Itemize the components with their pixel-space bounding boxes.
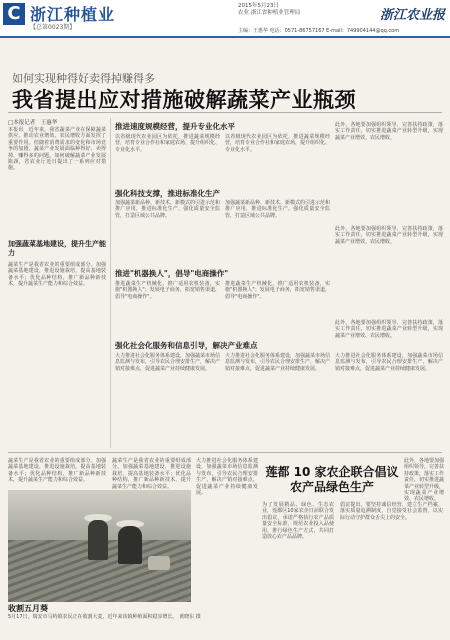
left-column-text: 本报讯 近年来，我省蔬菜产业在保障蔬菜供应、推动农业增效、农民增收方面发挥了重要作用。但随着消费需求的变化和市场竞争的加剧，蔬菜产业发展面临种得好、卖得掉、赚得多的问题。如何破解蔬菜产业发展瓶颈，省农业厅近日提出了一系列应对措施。 [8, 127, 106, 172]
photo-caption: 收割五月葵 [8, 604, 48, 613]
mid-column-text-3b: 推进蔬菜生产机械化，推广适用农机装备，实施"机器换人"；发展电子商务，拓宽销售渠道，倡导"电商操作"。 [225, 281, 330, 300]
editor-contact: 主编：王惠华 电话：0571-86757167 E-mail：749904144@qq.com [238, 28, 400, 34]
section-letter-badge: C [3, 3, 25, 25]
issue-publisher: 农业 浙江省种植业管理局 [238, 10, 301, 16]
harvest-photo [8, 490, 191, 602]
feature-headline-line2: 农产品绿色生产 [289, 480, 374, 494]
photo-farmer [118, 526, 142, 564]
left-column-text-2: 蔬菜生产是我省农业的重要组成部分。加强蔬菜基地建设，推进设施栽培，提高基地装备水平；优化品种结构，推广新品种新技术，提升蔬菜生产能力和综合效益。 [8, 262, 106, 288]
mid-column-text-2: 加强蔬菜新品种、新技术、新模式的引进示范和推广应用，推进标准化生产，强化质量安全监管，打造区域公共品牌。 [115, 200, 221, 219]
masthead [0, 0, 450, 38]
headline-divider [8, 112, 442, 113]
wide-column-text-b: 大力推进社会化服务体系建设，加强蔬菜市场信息监测与发布，引导农民合理安排生产，解决产销对接难点，促进蔬菜产业持续健康发展。 [225, 353, 331, 372]
mid-column-text-1: 以省级现代农业园区为依托，推进蔬菜规模经营，培育专业合作社和家庭农场，提升组织化、专业化水平。 [115, 134, 221, 153]
bottom-left-text: 蔬菜生产是我省农业的重要组成部分。加强蔬菜基地建设，推进设施栽培，提高基地装备水平；优化品种结构，推广新品种新技术，提升蔬菜生产能力和综合效益。 [8, 458, 106, 484]
photo-farmer [88, 520, 108, 560]
feature-text-2: 倡议提出，要坚持诚信经营，建立生产档案，落实质量追溯制度，自觉接受社会监督，以实际行动守护群众舌尖上的安全。 [340, 502, 443, 521]
feature-headline [262, 465, 402, 495]
article-byline: □本报记者 王惠华 [8, 120, 58, 126]
subhead-2: 强化科技支撑，推进标准化生产 [115, 189, 220, 198]
date-block [238, 3, 348, 17]
newspaper-logo: 浙江农业报 [379, 8, 445, 23]
issue-number: 【总第0023期】 [30, 24, 76, 31]
issue-date: 2015年5月23日 [238, 3, 279, 9]
feature-text: 为了发展精品、绿色、生态农业，莲都区10家农企日前联合发出倡议，承诺严格执行农产品质量安全标准，规范农业投入品使用，推行绿色生产方式，共同打造放心农产品品牌。 [262, 502, 334, 541]
mid-column-text-1b: 以省级现代农业园区为依托，推进蔬菜规模经营，培育专业合作社和家庭农场，提升组织化、专业化水平。 [225, 134, 331, 153]
article-headline: 我省提出应对措施破解蔬菜产业瓶颈 [12, 88, 356, 112]
subhead-3: 推进"机器换人"，倡导"电商操作" [115, 269, 229, 278]
mid-column-text-3: 推进蔬菜生产机械化，推广适用农机装备，实施"机器换人"；发展电子商务，拓宽销售渠道，倡导"电商操作"。 [115, 281, 220, 300]
feature-headline-line1: 莲都 10 家农企联合倡议 [265, 465, 399, 479]
right-column-text-3: 此外，各地要加强组织领导，完善扶持政策，落实工作责任，切实推进蔬菜产业转型升级，实现蔬菜产业增效、农民增收。 [335, 320, 443, 339]
right-column-text-1: 此外，各地要加强组织领导，完善扶持政策，落实工作责任，切实推进蔬菜产业转型升级，实现蔬菜产业增效、农民增收。 [335, 122, 443, 141]
feature-side-text: 此外，各地要加强组织领导，完善扶持政策，落实工作责任，切实推进蔬菜产业转型升级，实现蔬菜产业增效、农民增收。 [404, 458, 445, 503]
wide-column-text-c: 大力推进社会化服务体系建设，加强蔬菜市场信息监测与发布，引导农民合理安排生产，解决产销对接难点，促进蔬菜产业持续健康发展。 [335, 353, 443, 372]
left-subhead: 加强蔬菜基地建设，提升生产能力 [8, 240, 106, 257]
subhead-4: 强化社会化服务和信息引导，解决产业难点 [115, 341, 258, 350]
column-divider [110, 118, 111, 448]
section-divider [8, 452, 442, 453]
mid-column-text-2b: 加强蔬菜新品种、新技术、新模式的引进示范和推广应用，推进标准化生产，强化质量安全监管，打造区域公共品牌。 [225, 200, 331, 219]
subhead-1: 推进速度规模经营，提升专业化水平 [115, 122, 235, 131]
bottom-left-text-b: 蔬菜生产是我省农业的重要组成部分。加强蔬菜基地建设，推进设施栽培，提高基地装备水平；优化品种结构，推广新品种新技术，提升蔬菜生产能力和综合效益。 [112, 458, 191, 490]
right-column-text-2: 此外，各地要加强组织领导，完善扶持政策，落实工作责任，切实推进蔬菜产业转型升级，实现蔬菜产业增效、农民增收。 [335, 226, 443, 245]
article-kicker: 如何实现种得好卖得掉赚得多 [12, 72, 155, 85]
wide-column-text: 大力推进社会化服务体系建设，加强蔬菜市场信息监测与发布，引导农民合理安排生产，解决产销对接难点，促进蔬菜产业持续健康发展。 [115, 353, 221, 372]
photo-basket [148, 556, 170, 570]
photo-credit: 5月17日，瑞安市马屿镇农民正在收割大麦，近年来该镇种植面积稳步增长。 黄晓东 摄 [8, 614, 201, 620]
section-title: 浙江种植业 [30, 5, 116, 24]
bottom-mid-text: 大力推进社会化服务体系建设，加强蔬菜市场信息监测与发布，引导农民合理安排生产，解决产销对接难点，促进蔬菜产业持续健康发展。 [196, 458, 258, 497]
